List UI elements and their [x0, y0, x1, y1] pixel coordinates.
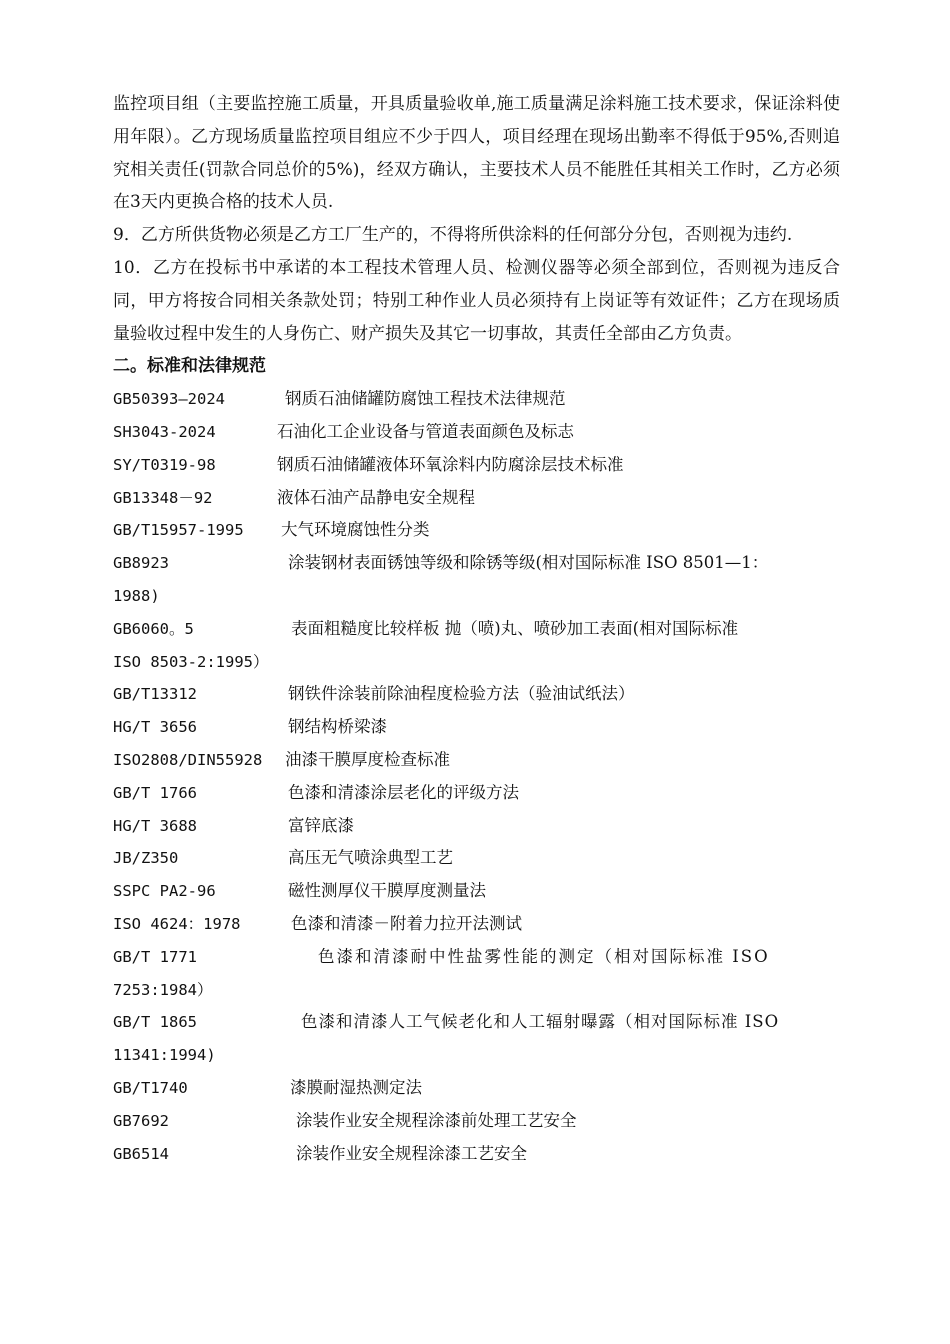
standard-continuation: 1988) — [113, 586, 160, 605]
standard-code: SH3043-2024 — [113, 422, 216, 441]
standard-code: GB/T 1771 — [113, 947, 197, 966]
standard-item — [113, 777, 840, 810]
standard-name: 涂装钢材表面锈蚀等级和除锈等级(相对国际标准 ISO 8501—1： — [288, 553, 769, 573]
standard-name: 钢铁件涂装前除油程度检验方法（验油试纸法） — [288, 684, 635, 704]
paragraph-monitoring: 监控项目组（主要监控施工质量，开具质量验收单,施工质量满足涂料施工技术要求，保证涂料使用年限）。乙方现场质量监控项目组应不少于四人，项目经理在现场出勤率不得低于95%,否则追究相关责任(罚款合同总价的5%)，经双方确认，主要技术人员不能胜任其相关工作时，乙方必须在3天内更换合格的技术人员. — [113, 94, 840, 213]
standard-item — [113, 842, 840, 875]
standard-code: GB/T 1865 — [113, 1013, 197, 1032]
standards-list — [113, 383, 840, 1170]
standard-code: GB/T1740 — [113, 1078, 188, 1097]
standard-name: 钢结构桥梁漆 — [288, 717, 387, 737]
standard-item — [113, 1006, 840, 1072]
standard-item — [113, 449, 840, 482]
paragraph-item-9: 9．乙方所供货物必须是乙方工厂生产的，不得将所供涂料的任何部分分包，否则视为违约. — [113, 225, 793, 246]
standard-code: ISO2808/DIN55928 — [113, 750, 263, 769]
standard-code: SY/T0319-98 — [113, 455, 216, 474]
standard-item — [113, 875, 840, 908]
standard-code: ISO 4624：1978 — [113, 914, 241, 933]
standard-continuation: 11341:1994) — [113, 1046, 216, 1065]
standard-code: GB7692 — [113, 1111, 169, 1130]
standard-name: 色漆和清漆人工气候老化和人工辐射曝露（相对国际标准 ISO — [301, 1012, 780, 1032]
standard-item — [113, 1105, 840, 1138]
standard-name: 高压无气喷涂典型工艺 — [288, 848, 453, 868]
standard-name: 油漆干膜厚度检查标准 — [285, 749, 450, 769]
standard-name: 钢质石油储罐防腐蚀工程技术法律规范 — [285, 389, 566, 409]
standard-continuation: 7253:1984） — [113, 980, 213, 999]
standard-name: 色漆和清漆－附着力拉开法测试 — [291, 913, 522, 933]
standard-name: 色漆和清漆耐中性盐雾性能的测定（相对国际标准 ISO — [318, 946, 770, 966]
standard-name: 涂装作业安全规程涂漆工艺安全 — [296, 1143, 527, 1163]
standard-code: GB13348－92 — [113, 488, 213, 507]
standard-name: 表面粗糙度比较样板 抛（喷)丸、喷砂加工表面(相对国际标准 — [291, 618, 739, 638]
standard-name: 色漆和清漆涂层老化的评级方法 — [288, 782, 519, 802]
standard-code: GB50393—2024 — [113, 390, 225, 409]
standard-name: 涂装作业安全规程涂漆前处理工艺安全 — [296, 1110, 577, 1130]
standard-continuation: ISO 8503-2:1995） — [113, 652, 269, 671]
section-heading: 二。标准和法律规范 — [113, 356, 266, 377]
standard-code: HG/T 3688 — [113, 816, 197, 835]
standard-code: GB/T 1766 — [113, 783, 197, 802]
standard-name: 液体石油产品静电安全规程 — [277, 487, 475, 507]
standard-code: GB8923 — [113, 554, 169, 573]
standard-item — [113, 908, 840, 941]
standard-item — [113, 416, 840, 449]
paragraph-item-10: 10．乙方在投标书中承诺的本工程技术管理人员、检测仪器等必须全部到位，否则视为违反合同，甲方将按合同相关条款处罚；特别工种作业人员必须持有上岗证等有效证件；乙方在现场质量验收过程中发生的人身伤亡、财产损失及其它一切事故，其责任全部由乙方负责。 — [113, 257, 840, 344]
standard-item — [113, 613, 840, 679]
standard-code: SSPC PA2-96 — [113, 882, 216, 901]
standard-item — [113, 547, 840, 613]
standard-code: GB6060。5 — [113, 619, 194, 638]
standard-item — [113, 678, 840, 711]
document-page — [113, 88, 840, 1170]
standard-item — [113, 514, 840, 547]
standard-item — [113, 383, 840, 416]
standard-code: GB/T15957-1995 — [113, 521, 244, 540]
standard-name: 漆膜耐湿热测定法 — [290, 1077, 422, 1097]
standard-item — [113, 1072, 840, 1105]
standard-code: HG/T 3656 — [113, 718, 197, 737]
standard-item — [113, 810, 840, 843]
standard-code: JB/Z350 — [113, 849, 179, 868]
standard-name: 钢质石油储罐液体环氧涂料内防腐涂层技术标准 — [277, 454, 624, 474]
standard-name: 富锌底漆 — [288, 815, 354, 835]
standard-name: 石油化工企业设备与管道表面颜色及标志 — [277, 421, 574, 441]
standard-item — [113, 482, 840, 515]
standard-item — [113, 744, 840, 777]
standard-item — [113, 711, 840, 744]
standard-name: 磁性测厚仪干膜厚度测量法 — [288, 881, 486, 901]
standard-item — [113, 1138, 840, 1171]
standard-item — [113, 941, 840, 1007]
standard-code: GB6514 — [113, 1144, 169, 1163]
standard-code: GB/T13312 — [113, 685, 197, 704]
standard-name: 大气环境腐蚀性分类 — [281, 520, 430, 540]
